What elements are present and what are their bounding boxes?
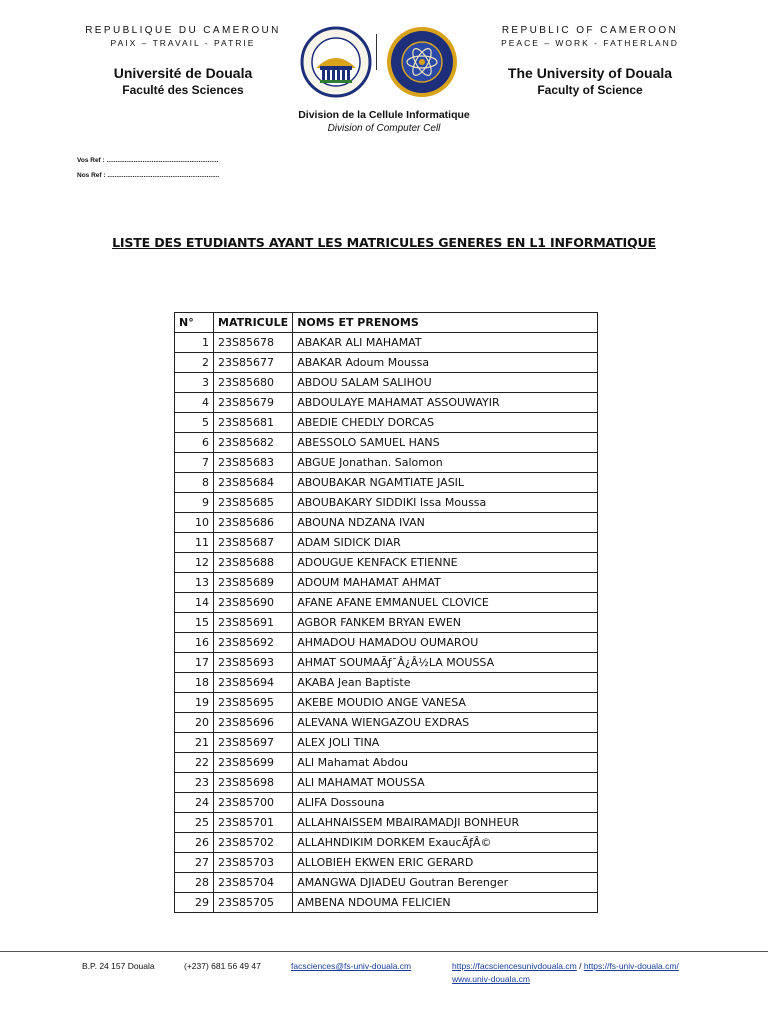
table-row [175, 593, 598, 613]
row-matricule: 23S85702 [214, 833, 293, 853]
header-right [460, 24, 720, 98]
university-of-douala-seal-icon [300, 26, 372, 98]
table-row [175, 373, 598, 393]
footer-link-separator: / [579, 961, 582, 971]
row-matricule: 23S85677 [214, 353, 293, 373]
row-matricule: 23S85703 [214, 853, 293, 873]
row-name: ADOUM MAHAMAT AHMAT [293, 573, 598, 593]
row-name: ALLAHNDIKIM DORKEM ExaucÃƒÂ© [293, 833, 598, 853]
row-number: 1 [175, 333, 214, 353]
row-name: ABDOU SALAM SALIHOU [293, 373, 598, 393]
row-name: ALEX JOLI TINA [293, 733, 598, 753]
row-name: ABAKAR ALI MAHAMAT [293, 333, 598, 353]
row-name: ABAKAR Adoum Moussa [293, 353, 598, 373]
row-name: AMANGWA DJIADEU Goutran Berenger [293, 873, 598, 893]
table-row [175, 393, 598, 413]
document-title: LISTE DES ETUDIANTS AYANT LES MATRICULES GENERES EN L1 INFORMATIQUE [112, 235, 656, 250]
university-en: The University of Douala [507, 65, 673, 81]
nos-ref: Nos Ref : .............................................................. [77, 172, 220, 179]
footer-email-link[interactable]: facsciences@fs-univ-douala.cm [291, 961, 412, 971]
row-matricule: 23S85691 [214, 613, 293, 633]
row-matricule: 23S85689 [214, 573, 293, 593]
row-number: 12 [175, 553, 214, 573]
header-names: NOMS ET PRENOMS [293, 313, 598, 333]
table-row [175, 733, 598, 753]
row-matricule: 23S85693 [214, 653, 293, 673]
table-row [175, 673, 598, 693]
table-row [175, 513, 598, 533]
row-name: ALI Mahamat Abdou [293, 753, 598, 773]
table-row [175, 833, 598, 853]
table-header-row [175, 313, 598, 333]
country-en: REPUBLIC OF CAMEROON [501, 25, 679, 36]
row-name: ALLOBIEH EKWEN ERIC GERARD [293, 853, 598, 873]
row-name: AFANE AFANE EMMANUEL CLOVICE [293, 593, 598, 613]
row-number: 4 [175, 393, 214, 413]
row-name: ABOUBAKARY SIDDIKI Issa Moussa [293, 493, 598, 513]
row-matricule: 23S85682 [214, 433, 293, 453]
row-number: 15 [175, 613, 214, 633]
table-row [175, 653, 598, 673]
table-row [175, 473, 598, 493]
row-name: AHMAT SOUMAÃƒ¯Â¿Â½LA MOUSSA [293, 653, 598, 673]
header-number: N° [175, 313, 214, 333]
row-number: 20 [175, 713, 214, 733]
division-block [250, 108, 518, 135]
table-row [175, 573, 598, 593]
row-number: 13 [175, 573, 214, 593]
row-matricule: 23S85697 [214, 733, 293, 753]
row-number: 24 [175, 793, 214, 813]
row-name: ABESSOLO SAMUEL HANS [293, 433, 598, 453]
row-matricule: 23S85686 [214, 513, 293, 533]
faculty-fr: Faculté des Sciences [122, 83, 244, 97]
row-number: 27 [175, 853, 214, 873]
row-number: 14 [175, 593, 214, 613]
country-fr: REPUBLIQUE DU CAMEROUN [85, 25, 281, 36]
row-name: ALEVANA WIENGAZOU EXDRAS [293, 713, 598, 733]
footer-address: B.P. 24 157 Douala [82, 961, 155, 971]
table-row [175, 533, 598, 553]
row-name: ABOUBAKAR NGAMTIATE JASIL [293, 473, 598, 493]
footer-links [452, 960, 679, 986]
reference-block [77, 153, 219, 183]
row-name: ALIFA Dossouna [293, 793, 598, 813]
row-number: 6 [175, 433, 214, 453]
row-name: ABOUNA NDZANA IVAN [293, 513, 598, 533]
vos-ref: Vos Ref : .............................................................. [77, 157, 219, 164]
row-number: 3 [175, 373, 214, 393]
table-row [175, 753, 598, 773]
row-number: 29 [175, 893, 214, 913]
row-matricule: 23S85700 [214, 793, 293, 813]
table-row [175, 793, 598, 813]
row-number: 22 [175, 753, 214, 773]
row-number: 11 [175, 533, 214, 553]
row-number: 17 [175, 653, 214, 673]
table-row [175, 613, 598, 633]
row-number: 23 [175, 773, 214, 793]
motto-fr: PAIX – TRAVAIL - PATRIE [110, 38, 256, 48]
division-fr: Division de la Cellule Informatique [298, 109, 470, 121]
seal-divider [376, 34, 377, 70]
table-row [175, 553, 598, 573]
row-matricule: 23S85679 [214, 393, 293, 413]
table-row [175, 453, 598, 473]
row-matricule: 23S85684 [214, 473, 293, 493]
table-row [175, 633, 598, 653]
table-row [175, 433, 598, 453]
row-name: AKEBE MOUDIO ANGE VANESA [293, 693, 598, 713]
header-matricule: MATRICULE [214, 313, 293, 333]
row-number: 16 [175, 633, 214, 653]
row-name: ADOUGUE KENFACK ETIENNE [293, 553, 598, 573]
row-number: 25 [175, 813, 214, 833]
row-number: 19 [175, 693, 214, 713]
row-matricule: 23S85695 [214, 693, 293, 713]
row-name: ABGUE Jonathan. Salomon [293, 453, 598, 473]
row-number: 8 [175, 473, 214, 493]
row-number: 9 [175, 493, 214, 513]
footer-phone: (+237) 681 56 49 47 [184, 961, 261, 971]
table-row [175, 713, 598, 733]
table-row [175, 813, 598, 833]
row-name: AGBOR FANKEM BRYAN EWEN [293, 613, 598, 633]
row-matricule: 23S85692 [214, 633, 293, 653]
row-name: ALLAHNAISSEM MBAIRAMADJI BONHEUR [293, 813, 598, 833]
division-en: Division of Computer Cell [327, 123, 441, 134]
row-name: ALI MAHAMAT MOUSSA [293, 773, 598, 793]
footer-site-link-3[interactable]: www.univ-douala.cm [452, 974, 530, 984]
table-row [175, 493, 598, 513]
row-matricule: 23S85696 [214, 713, 293, 733]
row-matricule: 23S85688 [214, 553, 293, 573]
table-row [175, 873, 598, 893]
row-number: 5 [175, 413, 214, 433]
faculty-en: Faculty of Science [537, 83, 643, 97]
row-matricule: 23S85685 [214, 493, 293, 513]
row-matricule: 23S85681 [214, 413, 293, 433]
table-row [175, 773, 598, 793]
row-name: AMBENA NDOUMA FELICIEN [293, 893, 598, 913]
row-matricule: 23S85678 [214, 333, 293, 353]
row-number: 26 [175, 833, 214, 853]
table-row [175, 853, 598, 873]
row-matricule: 23S85701 [214, 813, 293, 833]
row-matricule: 23S85683 [214, 453, 293, 473]
row-matricule: 23S85694 [214, 673, 293, 693]
row-matricule: 23S85698 [214, 773, 293, 793]
row-number: 28 [175, 873, 214, 893]
table-row [175, 333, 598, 353]
row-matricule: 23S85704 [214, 873, 293, 893]
table-row [175, 893, 598, 913]
row-matricule: 23S85699 [214, 753, 293, 773]
row-number: 2 [175, 353, 214, 373]
motto-en: PEACE – WORK - FATHERLAND [501, 38, 679, 48]
footer-site-link-1[interactable]: https://facsciencesunivdouala.cm [452, 961, 577, 971]
row-name: AHMADOU HAMADOU OUMAROU [293, 633, 598, 653]
row-name: ADAM SIDICK DIAR [293, 533, 598, 553]
university-fr: Université de Douala [113, 65, 253, 81]
row-number: 18 [175, 673, 214, 693]
students-table [174, 312, 598, 913]
table-row [175, 693, 598, 713]
row-number: 7 [175, 453, 214, 473]
row-matricule: 23S85687 [214, 533, 293, 553]
row-number: 21 [175, 733, 214, 753]
table-row [175, 353, 598, 373]
row-matricule: 23S85690 [214, 593, 293, 613]
table-row [175, 413, 598, 433]
faculty-of-science-seal-icon [386, 26, 458, 98]
header-left [58, 24, 308, 98]
footer-site-link-2[interactable]: https://fs-univ-douala.cm/ [583, 961, 679, 971]
row-name: ABEDIE CHEDLY DORCAS [293, 413, 598, 433]
row-number: 10 [175, 513, 214, 533]
row-name: ABDOULAYE MAHAMAT ASSOUWAYIR [293, 393, 598, 413]
row-name: AKABA Jean Baptiste [293, 673, 598, 693]
footer-divider [0, 951, 768, 952]
row-matricule: 23S85705 [214, 893, 293, 913]
row-matricule: 23S85680 [214, 373, 293, 393]
